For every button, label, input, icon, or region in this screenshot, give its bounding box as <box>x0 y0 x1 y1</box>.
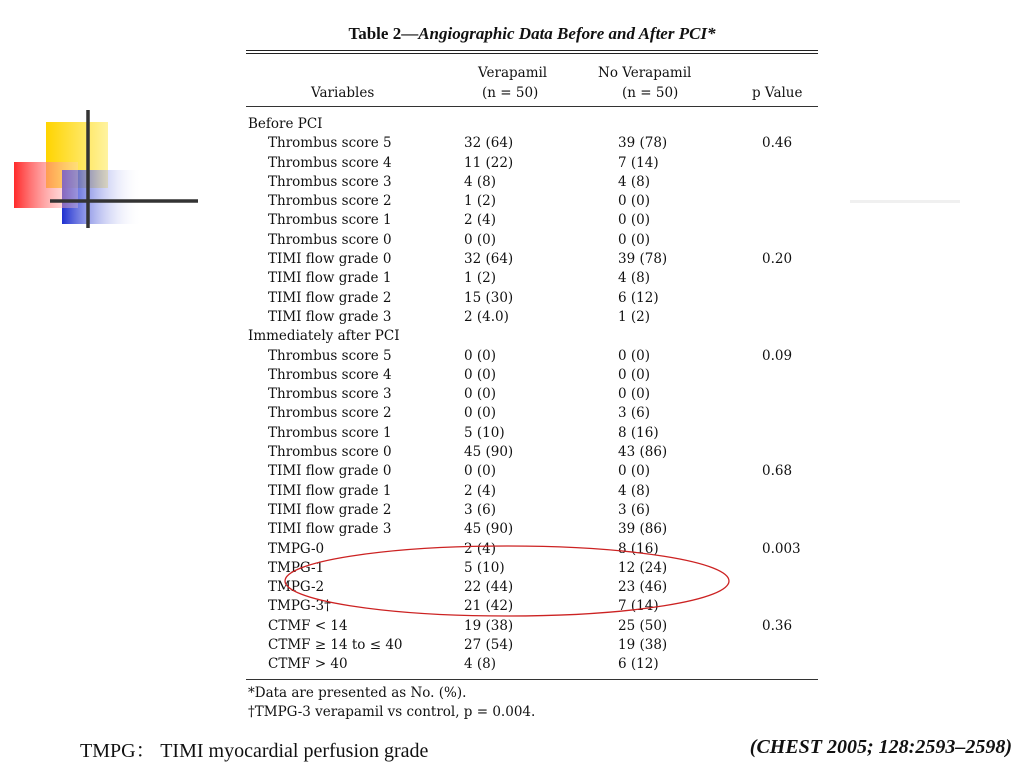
verapamil-value: 5 (10) <box>464 424 505 441</box>
row-label: TIMI flow grade 3 <box>268 521 392 538</box>
no-verapamil-value: 7 (14) <box>618 154 659 171</box>
verapamil-value: 22 (44) <box>464 579 514 596</box>
table-section-row <box>246 115 818 134</box>
verapamil-value: 0 (0) <box>464 463 497 480</box>
verapamil-value: 2 (4.0) <box>464 308 509 325</box>
verapamil-value: 0 (0) <box>464 405 497 422</box>
row-label: Thrombus score 1 <box>268 424 392 441</box>
table-row <box>246 192 818 211</box>
table-title-prefix: Table 2— <box>348 24 419 43</box>
p-value: 0.68 <box>762 463 793 480</box>
row-label: Thrombus score 4 <box>268 366 392 383</box>
verapamil-value: 0 (0) <box>464 347 497 364</box>
table-row <box>246 520 818 539</box>
row-label: CTMF > 40 <box>268 656 348 673</box>
table-row <box>246 269 818 288</box>
no-verapamil-value: 0 (0) <box>618 366 651 383</box>
verapamil-value: 45 (90) <box>464 444 514 461</box>
table-row <box>246 424 818 443</box>
row-label: TIMI flow grade 1 <box>268 482 392 499</box>
no-verapamil-value: 39 (78) <box>618 251 668 268</box>
verapamil-value: 2 (4) <box>464 482 497 499</box>
verapamil-value: 2 (4) <box>464 540 497 557</box>
table-row <box>246 404 818 423</box>
no-verapamil-value: 8 (16) <box>618 424 659 441</box>
no-verapamil-value: 25 (50) <box>618 617 668 634</box>
table-row <box>246 154 818 173</box>
verapamil-value: 1 (2) <box>464 270 497 287</box>
table-row <box>246 366 818 385</box>
footnote-tmpg3: †TMPG-3 verapamil vs control, p = 0.004. <box>248 703 536 720</box>
verapamil-value: 0 (0) <box>464 231 497 248</box>
row-label: TMPG-0 <box>268 540 325 557</box>
table-row <box>246 501 818 520</box>
highlight-ellipse <box>282 543 732 619</box>
no-verapamil-value: 8 (16) <box>618 540 659 557</box>
verapamil-value: 4 (8) <box>464 656 497 673</box>
p-value: 0.46 <box>762 135 793 152</box>
no-verapamil-value: 3 (6) <box>618 501 651 518</box>
slide-decoration <box>0 0 210 240</box>
row-label: CTMF < 14 <box>268 617 348 634</box>
verapamil-value: 0 (0) <box>464 386 497 403</box>
row-label: Thrombus score 5 <box>268 135 392 152</box>
table-title-text: Angiographic Data Before and After PCI* <box>418 24 716 43</box>
header-no-verapamil-n: (n = 50) <box>622 85 679 101</box>
table-title <box>246 20 818 48</box>
row-label: TMPG-2 <box>268 579 325 596</box>
verapamil-value: 19 (38) <box>464 617 514 634</box>
table-row <box>246 347 818 366</box>
row-label: Thrombus score 2 <box>268 405 392 422</box>
verapamil-value: 3 (6) <box>464 501 497 518</box>
no-verapamil-value: 23 (46) <box>618 579 668 596</box>
row-label: Thrombus score 4 <box>268 154 392 171</box>
verapamil-value: 32 (64) <box>464 251 514 268</box>
row-label: Immediately after PCI <box>248 328 400 345</box>
table-row <box>246 655 818 674</box>
row-label: Thrombus score 3 <box>268 386 392 403</box>
row-label: Thrombus score 0 <box>268 444 392 461</box>
verapamil-value: 1 (2) <box>464 193 497 210</box>
table-row <box>246 250 818 269</box>
table-row <box>246 443 818 462</box>
verapamil-value: 27 (54) <box>464 637 514 654</box>
no-verapamil-value: 6 (12) <box>618 656 659 673</box>
table-row <box>246 211 818 230</box>
row-label: Thrombus score 3 <box>268 173 392 190</box>
row-label: TIMI flow grade 3 <box>268 308 392 325</box>
header-verapamil: Verapamil <box>478 65 548 81</box>
no-verapamil-value: 19 (38) <box>618 637 668 654</box>
row-label: TMPG-1 <box>268 559 325 576</box>
row-label: TIMI flow grade 2 <box>268 289 392 306</box>
verapamil-value: 2 (4) <box>464 212 497 229</box>
no-verapamil-value: 4 (8) <box>618 482 651 499</box>
verapamil-value: 5 (10) <box>464 559 505 576</box>
row-label: TIMI flow grade 0 <box>268 251 392 268</box>
no-verapamil-value: 3 (6) <box>618 405 651 422</box>
header-verapamil-n: (n = 50) <box>482 85 539 101</box>
p-value: 0.09 <box>762 347 793 364</box>
no-verapamil-value: 6 (12) <box>618 289 659 306</box>
no-verapamil-value: 43 (86) <box>618 444 668 461</box>
verapamil-value: 0 (0) <box>464 366 497 383</box>
table-header <box>246 54 818 107</box>
p-value: 0.36 <box>762 617 793 634</box>
no-verapamil-value: 0 (0) <box>618 193 651 210</box>
row-label: Thrombus score 0 <box>268 231 392 248</box>
row-label: Thrombus score 1 <box>268 212 392 229</box>
no-verapamil-value: 0 (0) <box>618 231 651 248</box>
verapamil-value: 11 (22) <box>464 154 514 171</box>
table-row <box>246 385 818 404</box>
verapamil-value: 4 (8) <box>464 173 497 190</box>
header-p-value: p Value <box>752 85 803 101</box>
row-label: Before PCI <box>248 116 323 132</box>
table-row <box>246 173 818 192</box>
table-row <box>246 462 818 481</box>
verapamil-value: 45 (90) <box>464 521 514 538</box>
row-label: Thrombus score 5 <box>268 347 392 364</box>
header-variables: Variables <box>311 85 375 101</box>
table-section-row <box>246 327 818 346</box>
p-value: 0.003 <box>762 540 801 557</box>
no-verapamil-value: 0 (0) <box>618 463 651 480</box>
no-verapamil-value: 0 (0) <box>618 212 651 229</box>
table-row <box>246 636 818 655</box>
row-label: TIMI flow grade 0 <box>268 463 392 480</box>
table-row <box>246 289 818 308</box>
citation: (CHEST 2005; 128:2593–2598) <box>749 736 1012 758</box>
table-row <box>246 617 818 636</box>
footnote-data-format: *Data are presented as No. (%). <box>248 684 467 701</box>
no-verapamil-value: 0 (0) <box>618 386 651 403</box>
header-no-verapamil: No Verapamil <box>598 65 692 81</box>
slide-caption: TMPG： TIMI myocardial perfusion grade <box>80 740 429 762</box>
faint-mark <box>850 200 960 203</box>
no-verapamil-value: 39 (78) <box>618 135 668 152</box>
table-row <box>246 308 818 327</box>
row-label: Thrombus score 2 <box>268 193 392 210</box>
table-row <box>246 231 818 250</box>
no-verapamil-value: 0 (0) <box>618 347 651 364</box>
no-verapamil-value: 39 (86) <box>618 521 668 538</box>
no-verapamil-value: 7 (14) <box>618 598 659 615</box>
row-label: CTMF ≥ 14 to ≤ 40 <box>268 637 403 654</box>
row-label: TIMI flow grade 2 <box>268 501 392 518</box>
no-verapamil-value: 4 (8) <box>618 173 651 190</box>
verapamil-value: 21 (42) <box>464 598 514 615</box>
table-row <box>246 482 818 501</box>
p-value: 0.20 <box>762 251 793 268</box>
no-verapamil-value: 1 (2) <box>618 308 651 325</box>
row-label: TMPG-3† <box>268 598 331 615</box>
table-row <box>246 134 818 153</box>
verapamil-value: 32 (64) <box>464 135 514 152</box>
no-verapamil-value: 4 (8) <box>618 270 651 287</box>
verapamil-value: 15 (30) <box>464 289 514 306</box>
row-label: TIMI flow grade 1 <box>268 270 392 287</box>
no-verapamil-value: 12 (24) <box>618 559 668 576</box>
